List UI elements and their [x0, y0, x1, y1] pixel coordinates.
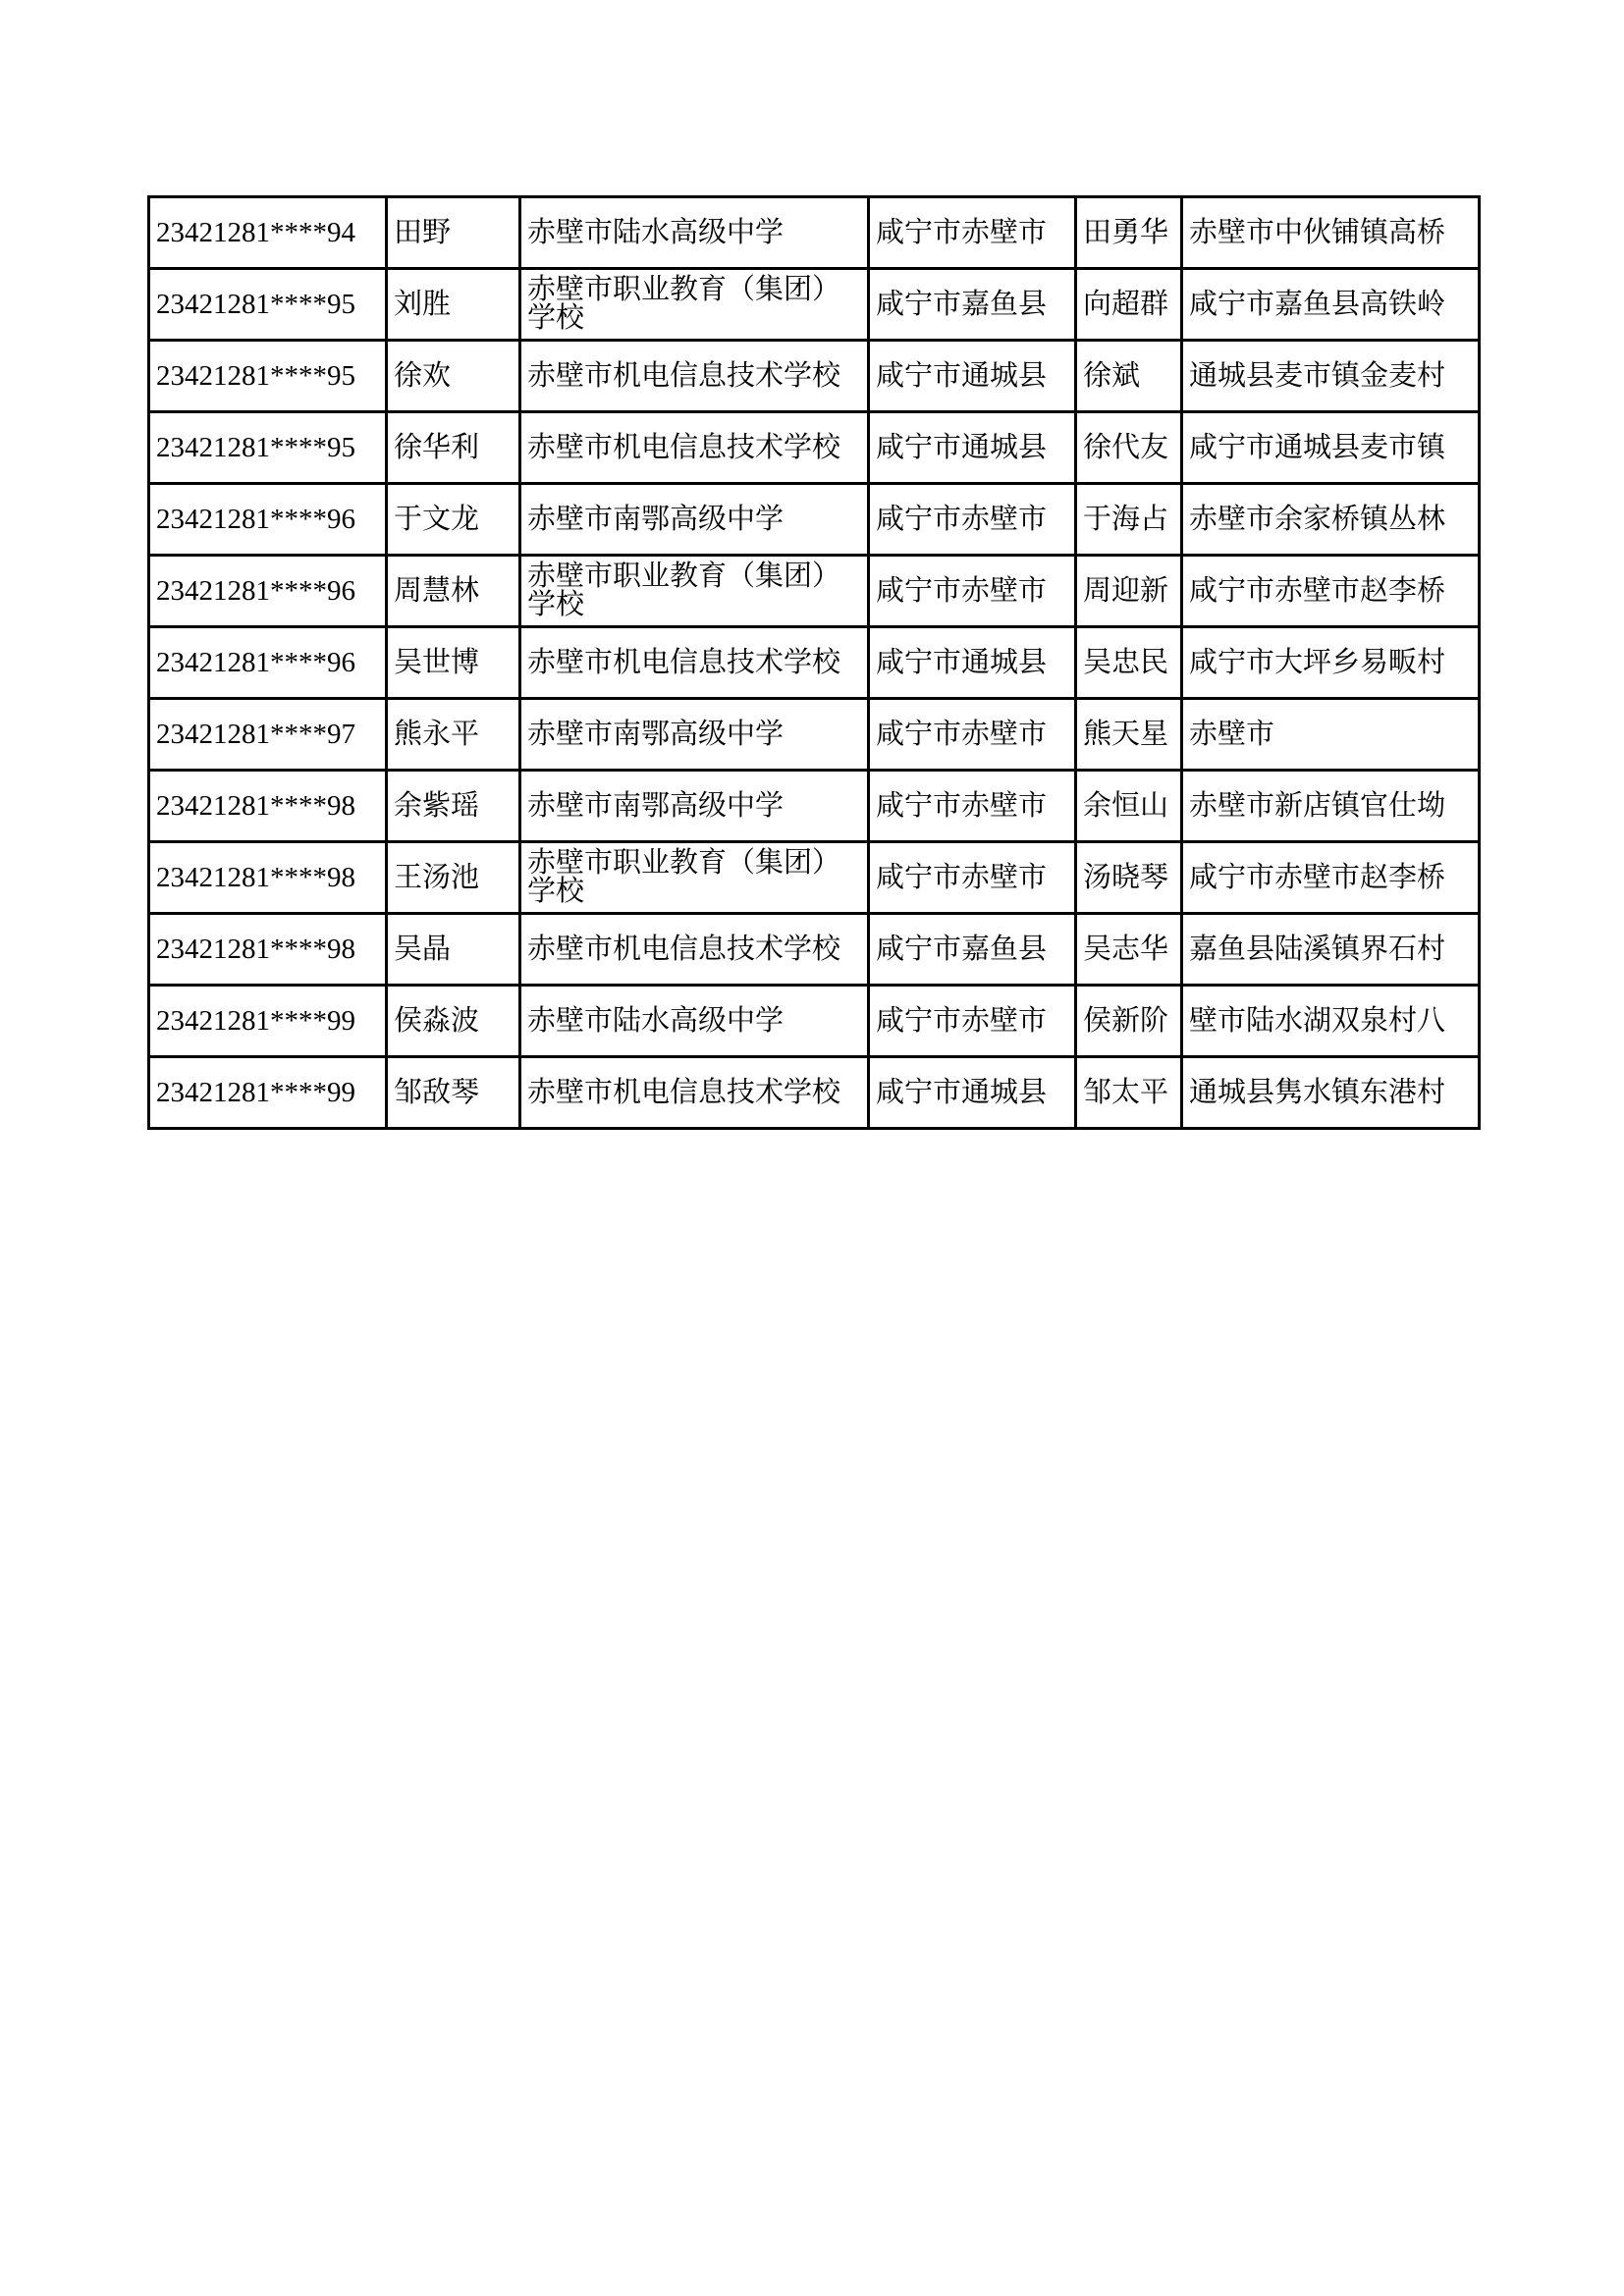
name-cell: 徐欢 [387, 341, 520, 412]
region-cell: 咸宁市通城县 [869, 412, 1076, 484]
school-cell: 赤壁市南鄂高级中学 [520, 484, 869, 556]
guardian-cell: 汤晓琴 [1076, 842, 1182, 914]
address-cell: 赤壁市 [1182, 699, 1480, 771]
guardian-cell: 吴志华 [1076, 914, 1182, 986]
table-row [149, 269, 1480, 341]
id-cell: 23421281****94 [149, 197, 387, 269]
address-cell: 壁市陆水湖双泉村八 [1182, 986, 1480, 1057]
table-row [149, 771, 1480, 842]
table-body [149, 197, 1480, 1129]
name-cell: 邹敌琴 [387, 1057, 520, 1129]
region-cell: 咸宁市通城县 [869, 1057, 1076, 1129]
table-row [149, 627, 1480, 699]
address-cell: 赤壁市新店镇官仕坳 [1182, 771, 1480, 842]
guardian-cell: 余恒山 [1076, 771, 1182, 842]
table-row [149, 341, 1480, 412]
guardian-cell: 徐斌 [1076, 341, 1182, 412]
table-row [149, 1057, 1480, 1129]
school-cell: 赤壁市机电信息技术学校 [520, 341, 869, 412]
school-cell: 赤壁市南鄂高级中学 [520, 771, 869, 842]
address-cell: 咸宁市大坪乡易畈村 [1182, 627, 1480, 699]
name-cell: 吴世博 [387, 627, 520, 699]
id-cell: 23421281****98 [149, 771, 387, 842]
table-row [149, 914, 1480, 986]
id-cell: 23421281****95 [149, 412, 387, 484]
school-cell: 赤壁市南鄂高级中学 [520, 699, 869, 771]
address-cell: 赤壁市中伙铺镇高桥 [1182, 197, 1480, 269]
school-cell: 赤壁市陆水高级中学 [520, 986, 869, 1057]
table-row [149, 484, 1480, 556]
region-cell: 咸宁市赤壁市 [869, 771, 1076, 842]
name-cell: 侯淼波 [387, 986, 520, 1057]
school-cell: 赤壁市职业教育（集团）学校 [520, 556, 869, 627]
guardian-cell: 侯新阶 [1076, 986, 1182, 1057]
id-cell: 23421281****96 [149, 484, 387, 556]
id-cell: 23421281****98 [149, 914, 387, 986]
name-cell: 田野 [387, 197, 520, 269]
table-row [149, 556, 1480, 627]
name-cell: 熊永平 [387, 699, 520, 771]
id-cell: 23421281****95 [149, 269, 387, 341]
id-cell: 23421281****96 [149, 556, 387, 627]
id-cell: 23421281****96 [149, 627, 387, 699]
school-cell: 赤壁市机电信息技术学校 [520, 627, 869, 699]
region-cell: 咸宁市赤壁市 [869, 699, 1076, 771]
id-cell: 23421281****99 [149, 986, 387, 1057]
id-cell: 23421281****98 [149, 842, 387, 914]
guardian-cell: 向超群 [1076, 269, 1182, 341]
region-cell: 咸宁市赤壁市 [869, 986, 1076, 1057]
name-cell: 徐华利 [387, 412, 520, 484]
id-cell: 23421281****99 [149, 1057, 387, 1129]
guardian-cell: 田勇华 [1076, 197, 1182, 269]
region-cell: 咸宁市赤壁市 [869, 197, 1076, 269]
address-cell: 咸宁市嘉鱼县高铁岭 [1182, 269, 1480, 341]
name-cell: 于文龙 [387, 484, 520, 556]
region-cell: 咸宁市嘉鱼县 [869, 914, 1076, 986]
school-cell: 赤壁市机电信息技术学校 [520, 412, 869, 484]
table-row [149, 842, 1480, 914]
table-row [149, 699, 1480, 771]
guardian-cell: 周迎新 [1076, 556, 1182, 627]
region-cell: 咸宁市通城县 [869, 341, 1076, 412]
region-cell: 咸宁市通城县 [869, 627, 1076, 699]
table-row [149, 412, 1480, 484]
table-row [149, 986, 1480, 1057]
address-cell: 通城县隽水镇东港村 [1182, 1057, 1480, 1129]
address-cell: 嘉鱼县陆溪镇界石村 [1182, 914, 1480, 986]
address-cell: 通城县麦市镇金麦村 [1182, 341, 1480, 412]
name-cell: 周慧林 [387, 556, 520, 627]
address-cell: 咸宁市赤壁市赵李桥 [1182, 842, 1480, 914]
guardian-cell: 熊天星 [1076, 699, 1182, 771]
region-cell: 咸宁市嘉鱼县 [869, 269, 1076, 341]
guardian-cell: 吴忠民 [1076, 627, 1182, 699]
name-cell: 余紫瑶 [387, 771, 520, 842]
name-cell: 刘胜 [387, 269, 520, 341]
address-cell: 赤壁市余家桥镇丛林 [1182, 484, 1480, 556]
address-cell: 咸宁市赤壁市赵李桥 [1182, 556, 1480, 627]
school-cell: 赤壁市陆水高级中学 [520, 197, 869, 269]
region-cell: 咸宁市赤壁市 [869, 842, 1076, 914]
guardian-cell: 徐代友 [1076, 412, 1182, 484]
guardian-cell: 于海占 [1076, 484, 1182, 556]
school-cell: 赤壁市职业教育（集团）学校 [520, 269, 869, 341]
school-cell: 赤壁市职业教育（集团）学校 [520, 842, 869, 914]
id-cell: 23421281****95 [149, 341, 387, 412]
table-row [149, 197, 1480, 269]
id-cell: 23421281****97 [149, 699, 387, 771]
address-cell: 咸宁市通城县麦市镇 [1182, 412, 1480, 484]
guardian-cell: 邹太平 [1076, 1057, 1182, 1129]
region-cell: 咸宁市赤壁市 [869, 484, 1076, 556]
name-cell: 吴晶 [387, 914, 520, 986]
region-cell: 咸宁市赤壁市 [869, 556, 1076, 627]
school-cell: 赤壁市机电信息技术学校 [520, 1057, 869, 1129]
school-cell: 赤壁市机电信息技术学校 [520, 914, 869, 986]
name-cell: 王汤池 [387, 842, 520, 914]
student-table [147, 195, 1481, 1130]
